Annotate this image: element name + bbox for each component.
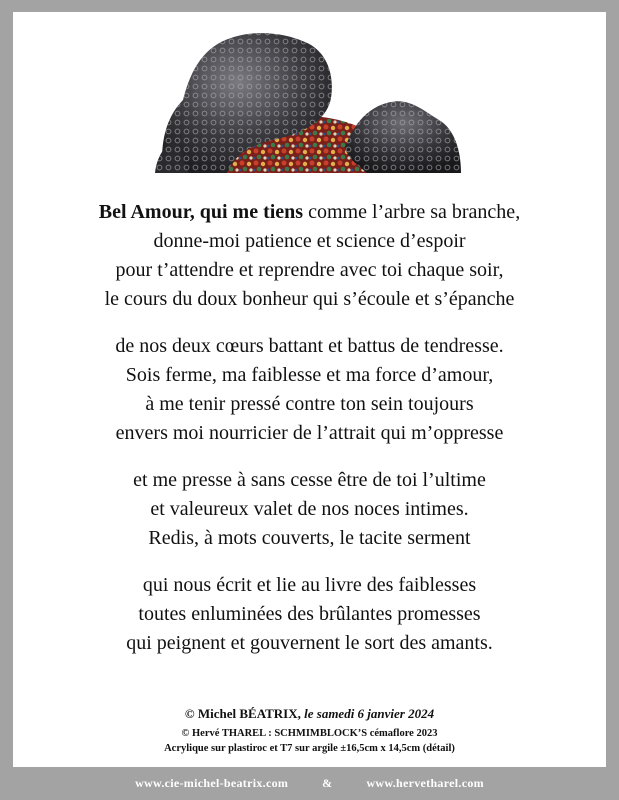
stanza-2 xyxy=(13,332,606,448)
poem-line: Sois ferme, ma faiblesse et ma force d’amour, xyxy=(125,364,494,386)
author-website-link[interactable]: www.cie-michel-beatrix.com xyxy=(135,776,289,790)
poem-line: à me tenir pressé contre ton sein toujours xyxy=(145,393,474,415)
poem-page xyxy=(13,12,606,767)
stanza-3 xyxy=(13,466,606,553)
sculpture-illustration xyxy=(155,28,463,173)
artwork-medium: Acrylique sur plastiroc et T7 sur argile ±16,5cm x 14,5cm (détail) xyxy=(164,743,455,754)
artist-website-link[interactable]: www.hervetharel.com xyxy=(366,776,484,790)
poem-line xyxy=(13,198,606,227)
poem-line-bold-opening: Bel Amour, qui me tiens xyxy=(98,201,304,223)
stanza-4 xyxy=(13,571,606,658)
footer-separator: & xyxy=(322,776,333,790)
poem-line: Redis, à mots couverts, le tacite serment xyxy=(148,527,471,549)
poem-line: pour t’attendre et reprendre avec toi chaque soir, xyxy=(115,259,504,281)
stanza-1 xyxy=(13,198,606,314)
artist-credit: © Hervé THAREL : SCHMIMBLOCK’S cémaflore 2023 xyxy=(181,728,438,739)
sculpture-image xyxy=(155,28,463,173)
poem-line: et me presse à sans cesse être de toi l’ultime xyxy=(133,469,486,491)
poem-line: et valeureux valet de nos noces intimes. xyxy=(150,498,469,520)
poem-line: toutes enluminées des brûlantes promesses xyxy=(138,603,481,625)
author-credit xyxy=(13,706,606,722)
footer xyxy=(0,767,619,800)
poem-line: donne-moi patience et science d’espoir xyxy=(153,230,466,252)
poem-line-rest: comme l’arbre sa branche, xyxy=(303,201,521,223)
poem-line: envers moi nourricier de l’attrait qui m’oppresse xyxy=(115,422,504,444)
poem-line: qui nous écrit et lie au livre des faiblesses xyxy=(142,574,477,596)
poem-date: le samedi 6 janvier 2024 xyxy=(304,706,435,721)
poem-line: de nos deux cœurs battant et battus de tendresse. xyxy=(115,335,504,357)
poem xyxy=(13,198,606,676)
poem-line: le cours du doux bonheur qui s’écoule et s’épanche xyxy=(104,288,515,310)
poem-line: qui peignent et gouvernent le sort des amants. xyxy=(126,632,493,654)
author-name: © Michel BÉATRIX, xyxy=(184,706,301,721)
